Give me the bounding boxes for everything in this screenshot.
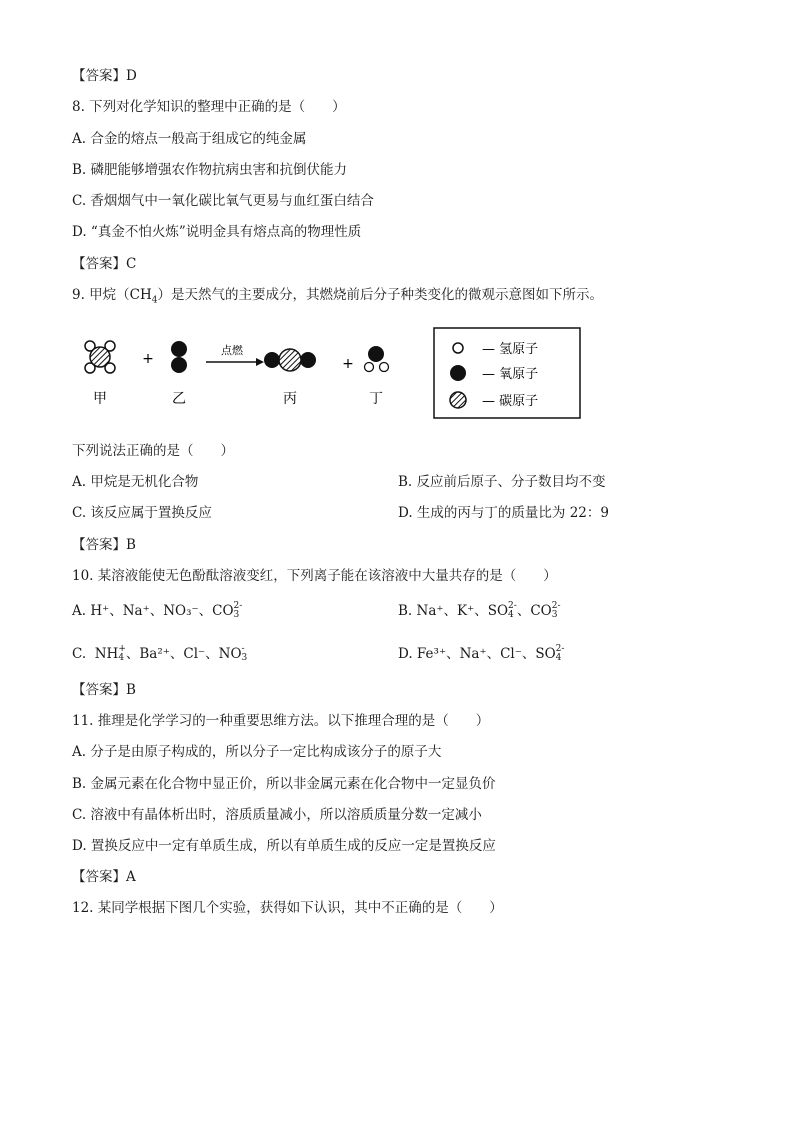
reaction-diagram [72, 318, 592, 428]
q10-option-d: D. Fe³⁺、Na⁺、Cl⁻、SO 2- 4 [398, 643, 565, 663]
methane-molecule [85, 341, 115, 373]
q9-option-c: C. 该反应属于置换反应 [72, 505, 212, 521]
q8-option-a: A. 合金的熔点一般高于组成它的纯金属 [72, 131, 307, 147]
answer-q7: 【答案】D [72, 68, 137, 84]
carbonate-ion: CO [212, 603, 234, 619]
q11-option-b: B. 金属元素在化合物中显正价，所以非金属元素在化合物中一定显负价 [72, 776, 496, 792]
answer-q9: 【答案】B [72, 537, 136, 553]
label-jia: 甲 [93, 391, 107, 407]
q9-option-d: D. 生成的丙与丁的质量比为 22：9 [398, 505, 609, 521]
q8-option-b: B. 磷肥能够增强农作物抗病虫害和抗倒伏能力 [72, 162, 348, 178]
q11-stem: 11. 推理是化学学习的一种重要思维方法。以下推理合理的是（ ） [72, 713, 490, 729]
plus-sign-2: + [342, 356, 354, 372]
answer-q8: 【答案】C [72, 256, 137, 272]
water-molecule [365, 346, 389, 372]
sulfate-ion: SO [535, 646, 556, 662]
legend-carbon: — 碳原子 [482, 394, 539, 409]
label-bing: 丙 [283, 391, 297, 407]
q12-stem: 12. 某同学根据下图几个实验，获得如下认识，其中不正确的是（ ） [72, 900, 503, 916]
q9-prompt: 下列说法正确的是（ ） [72, 443, 234, 459]
answer-q11: 【答案】A [72, 869, 136, 885]
q11-option-d: D. 置换反应中一定有单质生成，所以有单质生成的反应一定是置换反应 [72, 838, 496, 854]
q11-option-c: C. 溶液中有晶体析出时，溶质质量减小，所以溶质质量分数一定减小 [72, 807, 482, 823]
q10-option-a: A. H⁺、Na⁺、NO₃⁻、CO 2- 3 [72, 600, 243, 620]
label-yi: 乙 [172, 391, 186, 407]
q9-option-b: B. 反应前后原子、分子数目均不变 [398, 474, 606, 490]
arrow-label: 点燃 [221, 344, 243, 357]
q8-stem: 8. 下列对化学知识的整理中正确的是（ ） [72, 99, 346, 115]
q9-option-a: A. 甲烷是无机化合物 [72, 474, 199, 490]
answer-q10: 【答案】B [72, 682, 136, 698]
plus-sign: + [142, 351, 154, 367]
q10-option-b: B. Na⁺、K⁺、SO 2- 4 、CO 2- 3 [398, 600, 561, 620]
legend-hydrogen: — 氢原子 [482, 342, 539, 357]
q8-option-d: D. “真金不怕火炼”说明金具有熔点高的物理性质 [72, 224, 362, 240]
q9-stem: 9. 甲烷$(CH_4)$是天然气的主要成分，其燃烧前后分子种类变化的微观示意图如下所示。 [72, 287, 604, 306]
ammonium-ion: NH [94, 646, 119, 662]
q8-option-c: C. 香烟烟气中一氧化碳比氧气更易与血红蛋白结合 [72, 193, 374, 209]
nitrate-ion: NO [218, 646, 242, 662]
legend-oxygen: — 氧原子 [482, 367, 539, 382]
q10-stem: 10. 某溶液能使无色酚酞溶液变红，下列离子能在该溶液中大量共存的是（ ） [72, 568, 557, 584]
sulfate-ion: SO [487, 603, 509, 619]
carbonate-ion: CO [530, 603, 552, 619]
oxygen-molecule [171, 341, 187, 373]
q11-option-a: A. 分子是由原子构成的，所以分子一定比构成该分子的原子大 [72, 744, 442, 760]
reaction-arrow [206, 358, 264, 366]
label-ding: 丁 [369, 391, 383, 407]
legend-box [434, 328, 580, 418]
carbon-dioxide-molecule [264, 349, 316, 371]
q10-option-c: C. NH + 4 、Ba²⁺、Cl⁻、NO - 3 [72, 643, 248, 663]
